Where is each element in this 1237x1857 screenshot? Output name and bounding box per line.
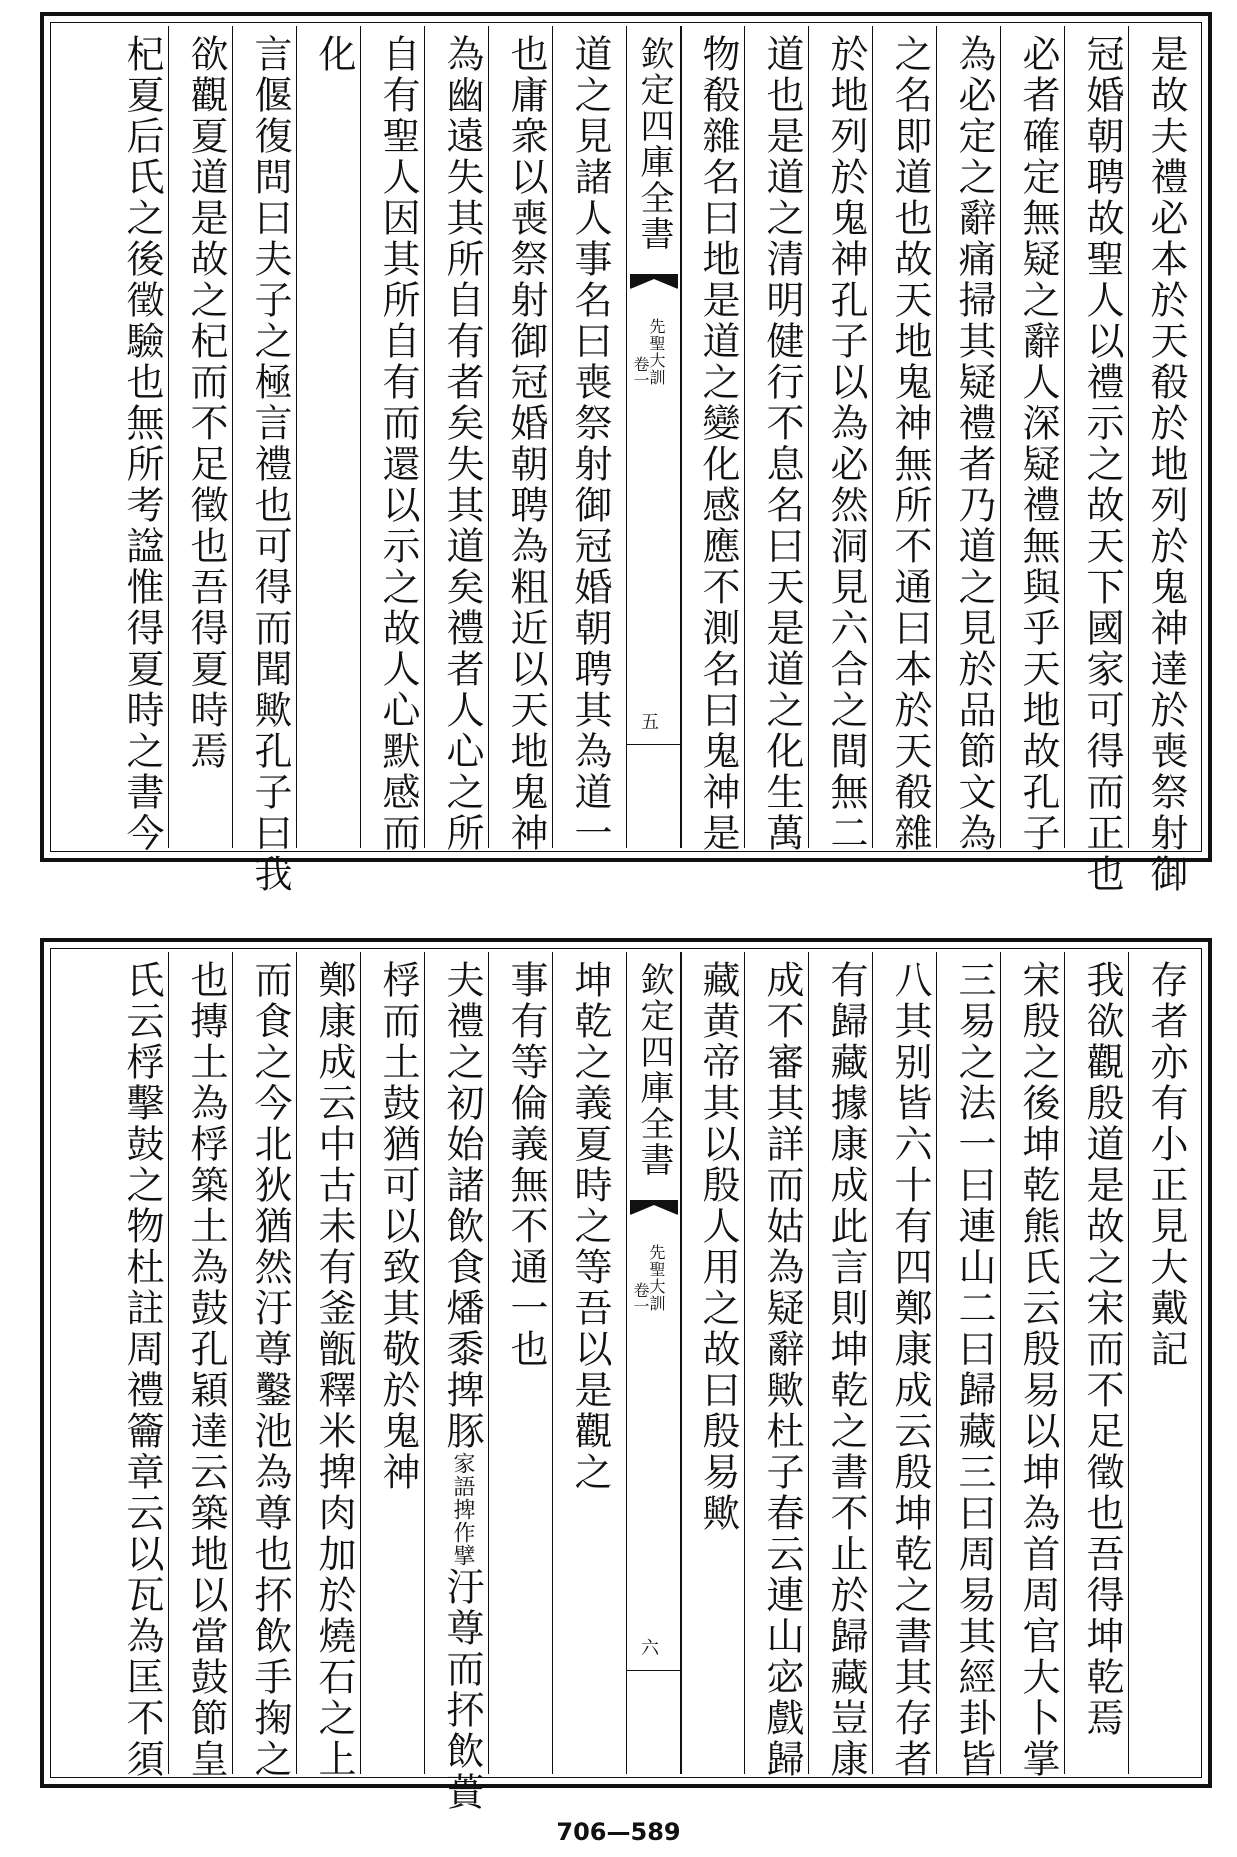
text-column: 欲觀夏道是故之杞而不足徵也吾得夏時焉 (184, 34, 228, 772)
page-number: 五 (641, 712, 659, 733)
text-column: 事有等倫義無不通一也 (504, 960, 548, 1370)
text-column: 桴而土鼓猶可以致其敬於鬼神 (376, 960, 420, 1493)
top-page (40, 12, 1212, 895)
column-rule (488, 26, 489, 848)
book-title: 欽定四庫全書 (634, 962, 674, 1178)
column-rule (1064, 26, 1065, 848)
text-column: 道之見諸人事名曰喪祭射御冠婚朝聘其為道一 (568, 34, 612, 854)
column-rule (936, 26, 937, 848)
column-rule (808, 26, 809, 848)
column-rule (424, 26, 425, 848)
text-column: 言偃復問曰夫子之極言禮也可得而聞歟孔子曰我 (248, 34, 292, 895)
text-column: 於地列於鬼神孔子以為必然洞見六合之間無二 (824, 34, 868, 854)
main-text: 夫禮之初始諸飲食燔黍捭豚 (440, 960, 484, 1452)
column-rule (296, 26, 297, 848)
text-column: 物殽雜名曰地是道之變化感應不測名曰鬼神是 (696, 34, 740, 854)
column-rule (744, 26, 745, 848)
volume-label: 卷一 (631, 356, 650, 388)
text-column: 八其别皆六十有四鄭康成云殷坤乾之書其存者 (888, 960, 932, 1780)
column-rule (360, 26, 361, 848)
work-subtitle: 先聖大訓 (647, 1244, 666, 1312)
text-column: 存者亦有小正見大戴記 (1144, 960, 1188, 1370)
text-column: 宋殷之後坤乾熊氏云殷易以坤為首周官大卜掌 (1016, 960, 1060, 1780)
text-column: 有歸藏據康成此言則坤乾之書不止於歸藏豈康 (824, 960, 868, 1780)
interlinear-note: 家語捭 (450, 1452, 475, 1521)
text-column: 為必定之辭痛掃其疑禮者乃道之見於品節文為 (952, 34, 996, 854)
column-rule (168, 952, 169, 1774)
page-number: 六 (641, 1638, 659, 1659)
column-rule (744, 952, 745, 1774)
center-fold (626, 952, 682, 1774)
volume-label: 卷一 (631, 1282, 650, 1314)
column-rule (360, 952, 361, 1774)
bottom-page (40, 938, 1212, 1813)
column-rule (1000, 26, 1001, 848)
text-column: 成不審其詳而姑為疑辭歟杜子春云連山宓戲歸 (760, 960, 804, 1780)
column-rule (1128, 26, 1129, 848)
column-rule (552, 952, 553, 1774)
fishtail-mark-icon (630, 274, 678, 300)
work-subtitle: 先聖大訓 (647, 318, 666, 386)
text-column: 化 (312, 34, 356, 75)
text-column: 是故夫禮必本於天殽於地列於鬼神達於喪祭射御 (1144, 34, 1188, 895)
column-rule (872, 26, 873, 848)
text-column: 我欲觀殷道是故之宋而不足徵也吾得坤乾焉 (1080, 960, 1124, 1739)
column-rule (296, 952, 297, 1774)
text-column: 杞夏后氏之後徵驗也無所考諡惟得夏時之書今 (120, 34, 164, 854)
text-column: 必者確定無疑之辭人深疑禮無與乎天地故孔子 (1016, 34, 1060, 854)
text-column: 鄭康成云中古未有釜甑釋米捭肉加於燒石之上 (312, 960, 356, 1780)
column-rule (232, 26, 233, 848)
page-number-rule (627, 744, 681, 745)
text-column: 冠婚朝聘故聖人以禮示之故天下國家可得而正也 (1080, 34, 1124, 895)
column-rule (1000, 952, 1001, 1774)
interlinear-note: 作擘 (450, 1521, 475, 1567)
text-column: 自有聖人因其所自有而還以示之故人心默感而 (376, 34, 420, 854)
column-rule (232, 952, 233, 1774)
text-column: 氏云桴擊鼓之物杜註周禮籥章云以瓦為匡不須 (120, 960, 164, 1780)
text-column: 坤乾之義夏時之等吾以是觀之 (568, 960, 612, 1493)
column-rule (1128, 952, 1129, 1774)
book-title: 欽定四庫全書 (634, 36, 674, 252)
page-reference: 706—589 (556, 1818, 681, 1846)
fishtail-mark-icon (630, 1200, 678, 1226)
column-rule (808, 952, 809, 1774)
column-rule (872, 952, 873, 1774)
text-column: 藏黄帝其以殷人用之故曰殷易歟 (696, 960, 740, 1534)
text-column: 而食之今北狄猶然汙尊鑿池為尊也抔飲手掬之 (248, 960, 292, 1780)
column-rule (1064, 952, 1065, 1774)
column-rule (488, 952, 489, 1774)
text-column-with-note (430, 960, 494, 1813)
text-column: 三易之法一曰連山二曰歸藏三曰周易其經卦皆 (952, 960, 996, 1780)
column-rule (168, 26, 169, 848)
column-rule (552, 26, 553, 848)
page-number-rule (627, 1670, 681, 1671)
text-column: 也庸衆以喪祭射御冠婚朝聘為粗近以天地鬼神 (504, 34, 548, 854)
column-rule (424, 952, 425, 1774)
text-column: 道也是道之清明健行不息名曰天是道之化生萬 (760, 34, 804, 854)
text-column: 為幽遠失其所自有者矣失其道矣禮者人心之所 (440, 34, 484, 854)
column-rule (936, 952, 937, 1774)
main-text: 汙尊而抔飲蕢 (440, 1567, 484, 1813)
center-fold (626, 26, 682, 848)
text-column: 之名即道也故天地鬼神無所不通曰本於天殽雜 (888, 34, 932, 854)
text-column: 也摶土為桴築土為鼓孔穎達云築地以當鼓節皇 (184, 960, 228, 1780)
